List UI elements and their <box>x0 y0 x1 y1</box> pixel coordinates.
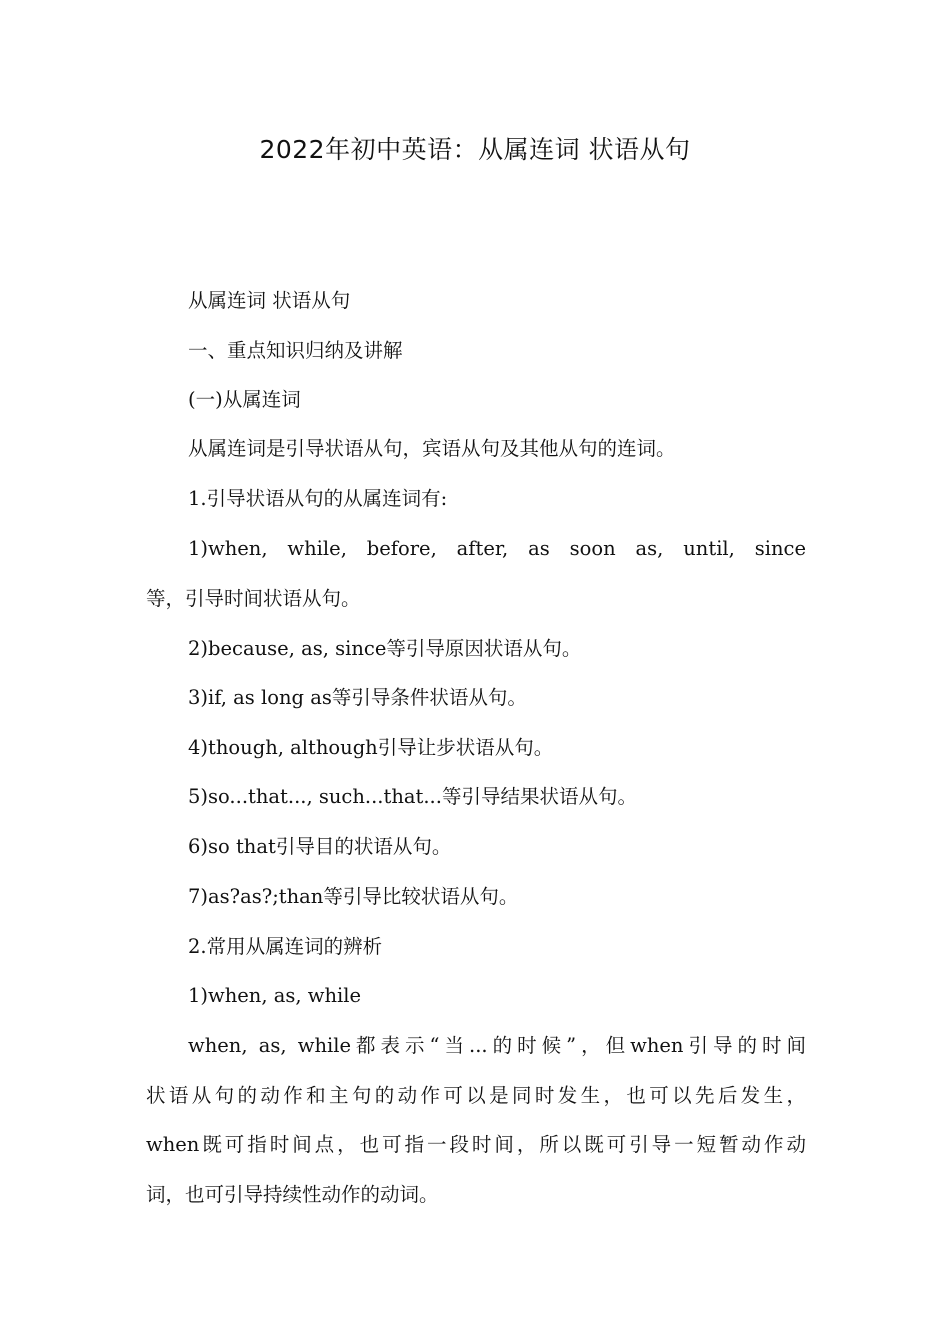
paragraph-line: 3)if, as long as等引导条件状语从句。 <box>188 686 527 709</box>
paragraph-line: 词，也可引导持续性动作的动词。 <box>146 1183 439 1206</box>
paragraph-line: when既可指时间点，也可指一段时间，所以既可引导一短暂动作动 <box>146 1133 806 1156</box>
section-subheading: 一、重点知识归纳及讲解 <box>188 339 403 362</box>
paragraph-line: 1.引导状语从句的从属连词有: <box>188 487 448 510</box>
paragraph-line: 2)because, as, since等引导原因状语从句。 <box>188 637 582 660</box>
paragraph-line: 6)so that引导目的状语从句。 <box>188 835 452 858</box>
paragraph-line: 1)when, as, while <box>188 984 362 1007</box>
paragraph-line: 5)so...that..., such...that...等引导结果状语从句。 <box>188 785 637 808</box>
paragraph-line: when, as, while都表示“当...的时候”，但when引导的时间 <box>188 1034 806 1057</box>
paragraph-line: 2.常用从属连词的辨析 <box>188 935 383 958</box>
paragraph-line: 等，引导时间状语从句。 <box>146 587 361 610</box>
paragraph-line: 7)as?as?;than等引导比较状语从句。 <box>188 885 519 908</box>
section-heading: 从属连词 状语从句 <box>188 289 351 312</box>
paragraph-line: 1)when, while, before, after, as soon as, until, since <box>188 537 806 560</box>
paragraph-line: 从属连词是引导状语从句，宾语从句及其他从句的连词。 <box>188 437 676 460</box>
paragraph-line: 4)though, although引导让步状语从句。 <box>188 736 554 759</box>
paragraph-line: 状语从句的动作和主句的动作可以是同时发生，也可以先后发生， <box>146 1084 806 1107</box>
subsection-heading: (一)从属连词 <box>188 388 301 411</box>
document-title: 2022年初中英语：从属连词 状语从句 <box>259 135 691 164</box>
